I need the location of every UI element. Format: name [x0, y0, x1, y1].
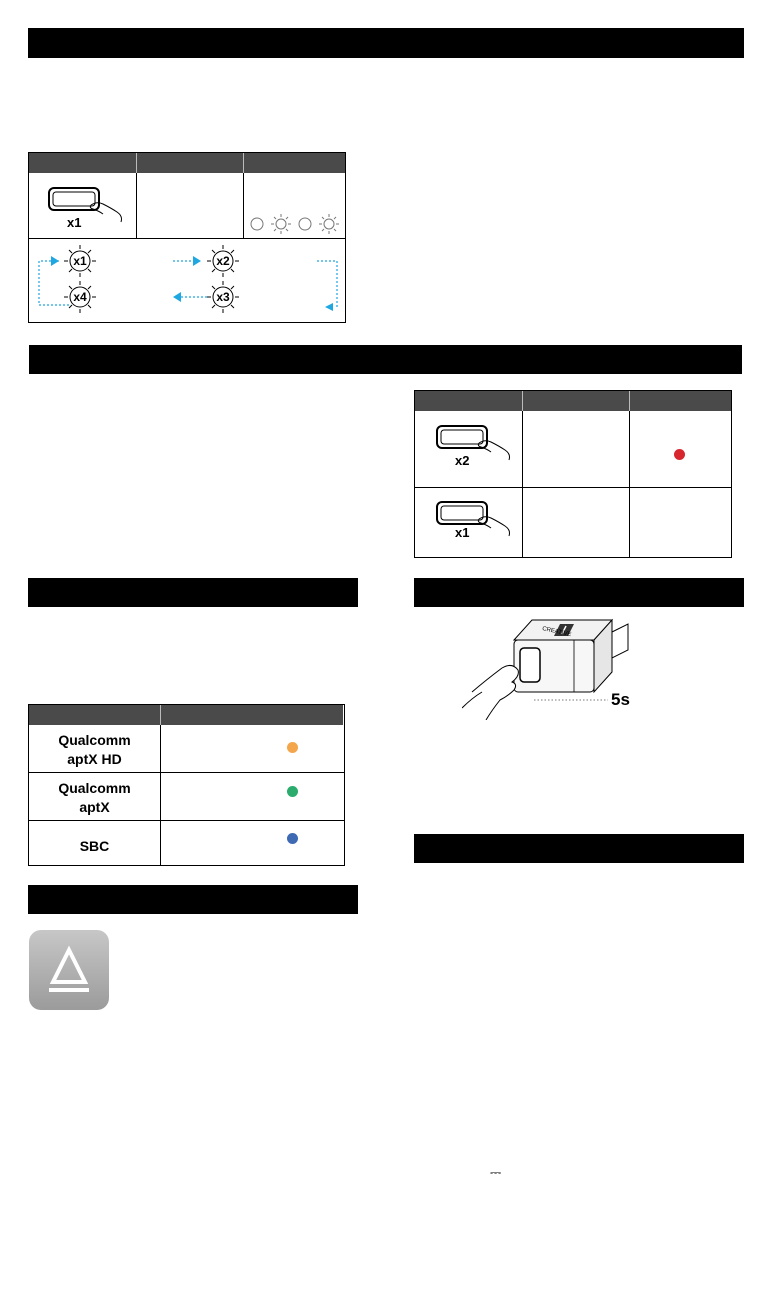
section-header-bar — [28, 578, 358, 607]
button-press-icon — [435, 423, 513, 461]
mode-cycle-diagram — [31, 241, 343, 321]
codec-name: Qualcomm aptX HD — [58, 732, 131, 767]
dc-symbol: ⎓ — [490, 1165, 502, 1181]
section-header-bar — [29, 345, 742, 374]
reset-duration-label: 5s — [611, 690, 630, 709]
section-header-bar — [414, 834, 744, 863]
table-header — [29, 705, 343, 725]
codec-table — [28, 704, 345, 866]
table-header — [415, 391, 731, 411]
sequence-label: x1 — [73, 254, 87, 268]
press-count-label: x1 — [67, 215, 82, 230]
blue-led-dot — [287, 833, 298, 844]
red-led-dot — [674, 449, 685, 460]
section-header-bar — [414, 578, 744, 607]
sequence-label: x3 — [216, 290, 230, 304]
codec-name: SBC — [79, 838, 110, 854]
press-count-label: x1 — [455, 525, 470, 540]
app-logo-icon — [29, 930, 109, 1010]
svg-text:CREATIVE: CREATIVE — [541, 626, 572, 639]
pairing-table — [414, 390, 732, 558]
green-led-dot — [287, 786, 298, 797]
led-blink-icon — [247, 213, 341, 235]
table-header — [29, 153, 345, 173]
press-count-label: x2 — [455, 453, 470, 468]
section-header-bar — [28, 885, 358, 914]
section-header-bar — [28, 28, 744, 58]
sequence-label: x4 — [73, 290, 87, 304]
codec-name: Qualcomm aptX — [58, 780, 131, 815]
mode-table — [28, 152, 346, 323]
button-press-icon — [435, 499, 513, 537]
orange-led-dot — [287, 742, 298, 753]
sequence-label: x2 — [216, 254, 230, 268]
button-press-icon — [47, 185, 125, 223]
